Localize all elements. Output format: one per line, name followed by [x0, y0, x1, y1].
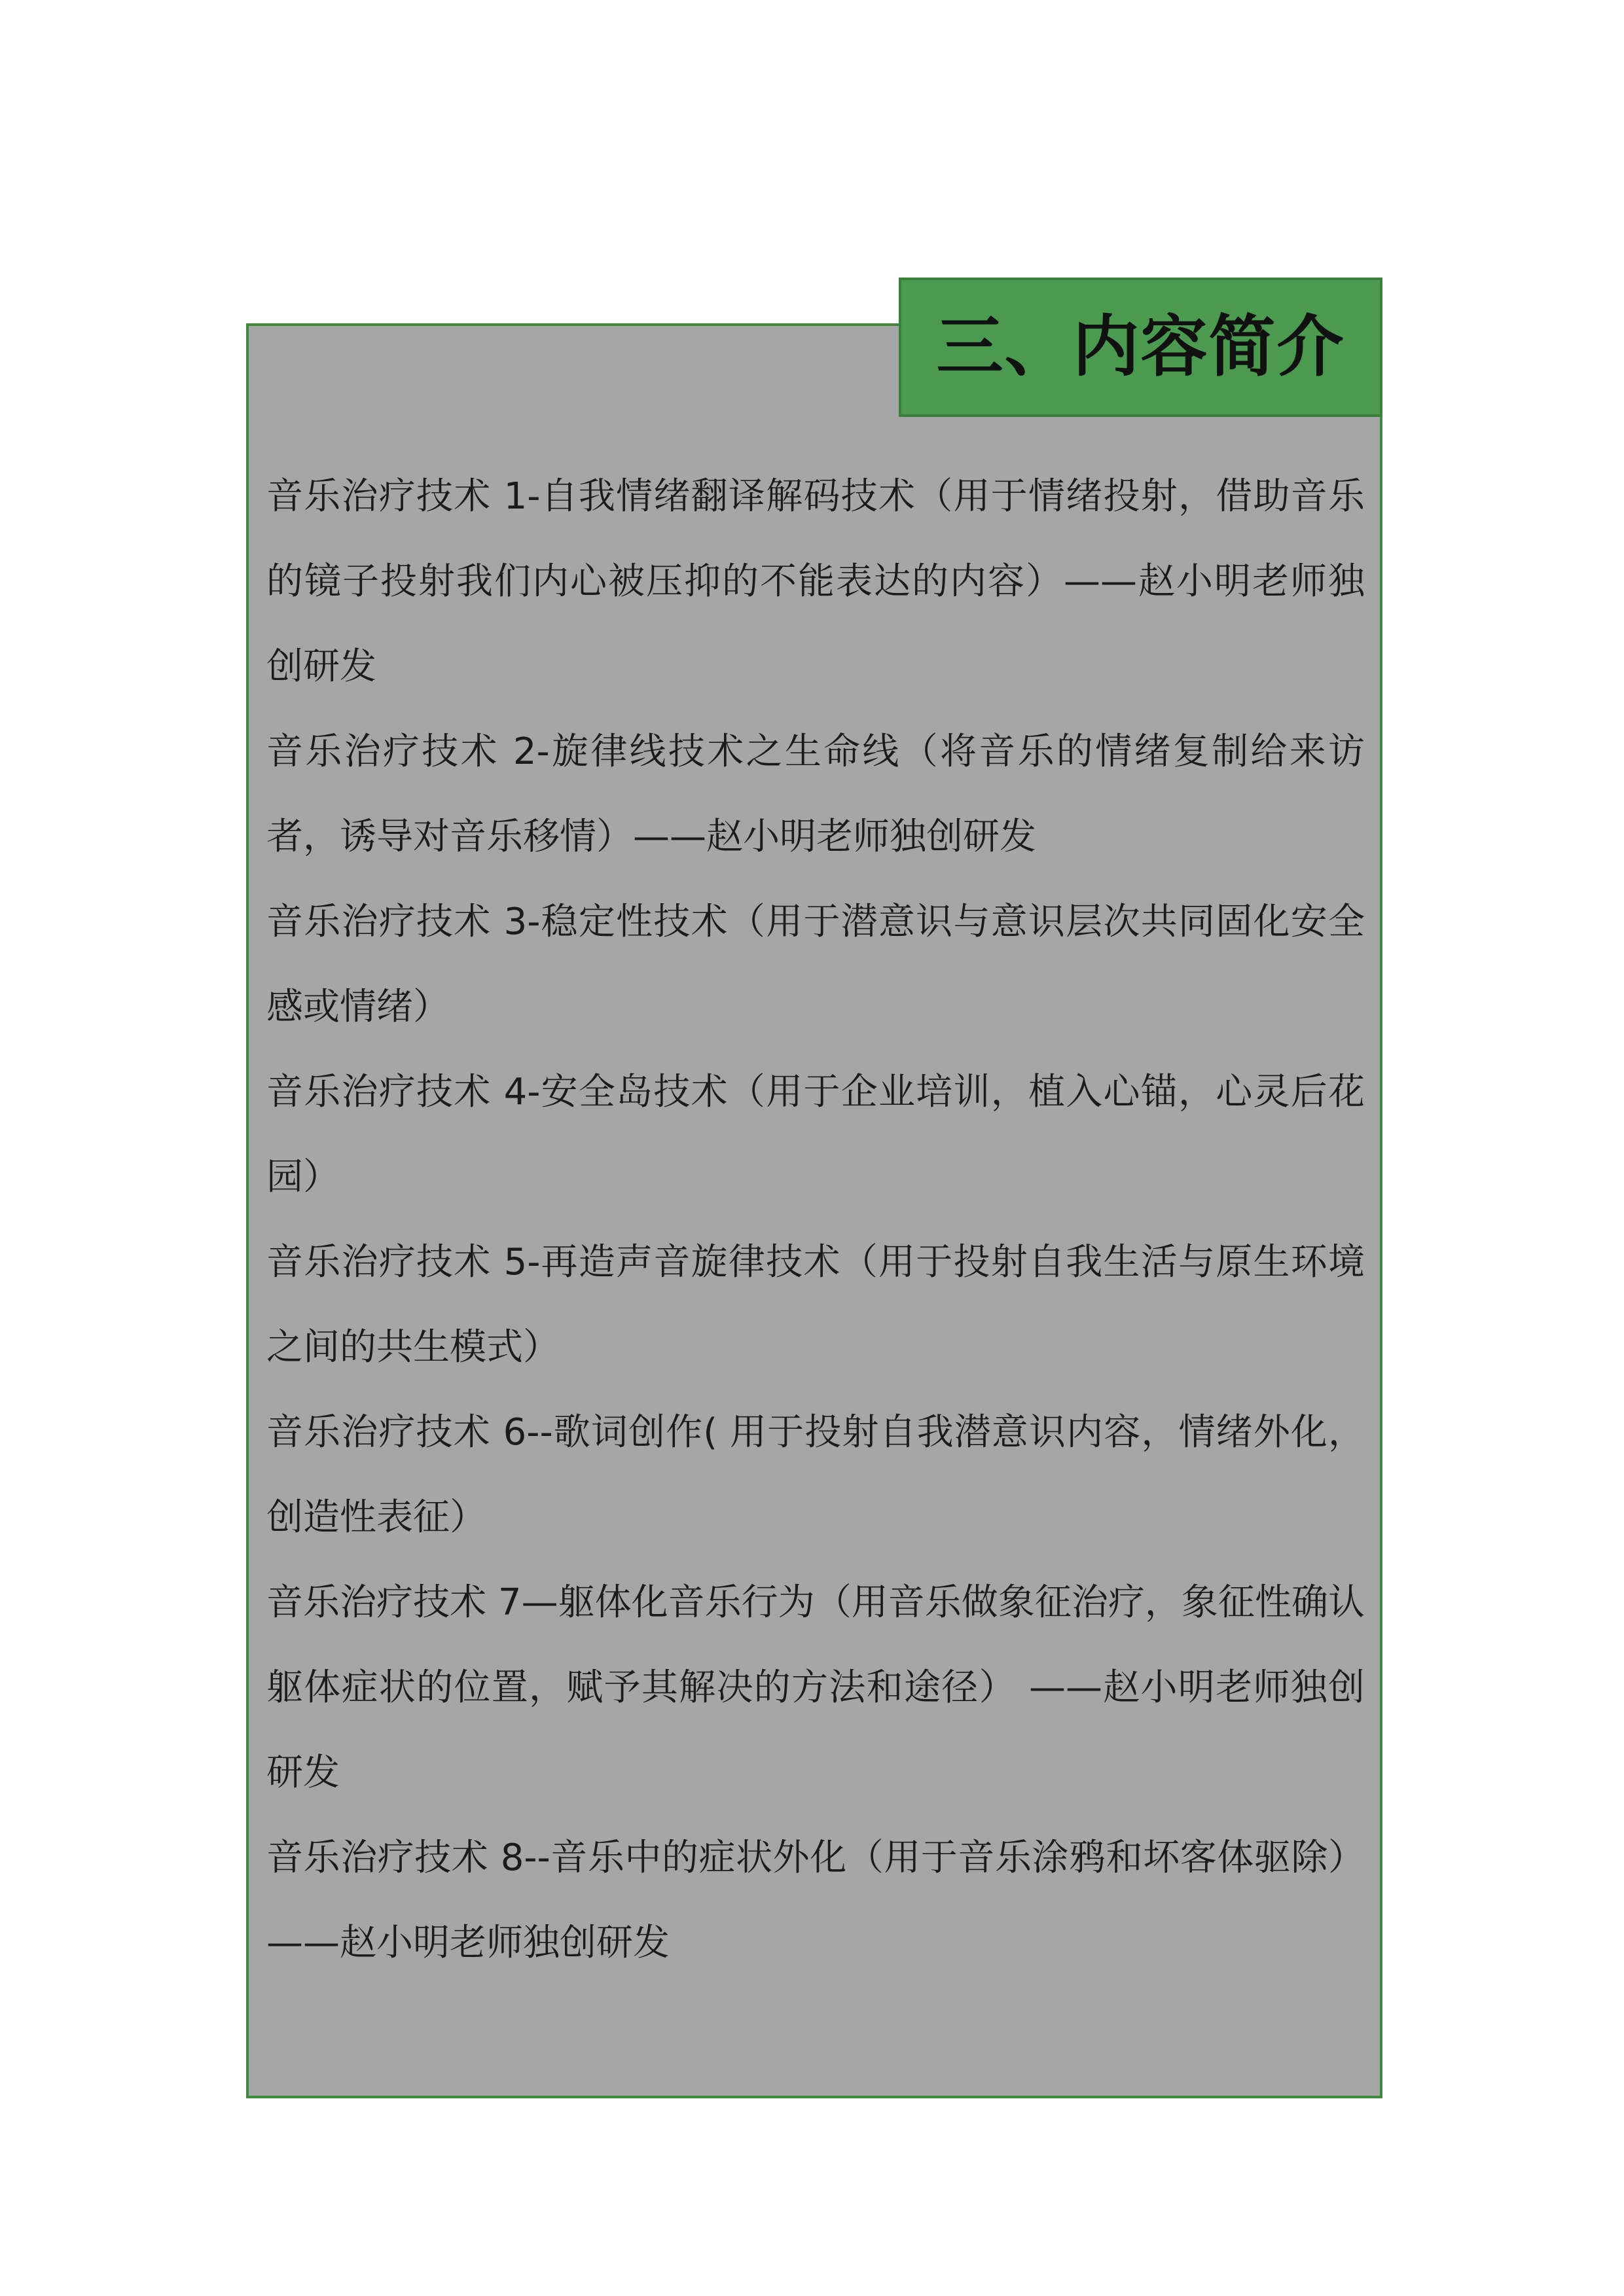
technique-paragraph-2: 音乐治疗技术 2-旋律线技术之生命线（将音乐的情绪复制给来访者，诱导对音乐移情）——赵小明老师独创研发 — [266, 730, 1365, 858]
technique-paragraph-3: 音乐治疗技术 3-稳定性技术（用于潜意识与意识层次共同固化安全感或情绪） — [266, 901, 1365, 1028]
section-title-box — [899, 278, 1382, 417]
section-title: 三、内容简介 — [936, 308, 1345, 386]
technique-paragraph-6: 音乐治疗技术 6--歌词创作( 用于投射自我潜意识内容，情绪外化，创造性表征） — [266, 1411, 1365, 1539]
technique-paragraph-8: 音乐治疗技术 8--音乐中的症状外化（用于音乐涂鸦和坏客体驱除）——赵小明老师独创研发 — [266, 1837, 1365, 1964]
content-body — [266, 454, 1365, 1986]
technique-paragraph-1: 音乐治疗技术 1-自我情绪翻译解码技术（用于情绪投射，借助音乐的镜子投射我们内心被压抑的不能表达的内容）——赵小明老师独创研发 — [266, 475, 1365, 688]
technique-paragraph-4: 音乐治疗技术 4-安全岛技术（用于企业培训，植入心锚，心灵后花园） — [266, 1071, 1365, 1198]
technique-paragraph-5: 音乐治疗技术 5-再造声音旋律技术（用于投射自我生活与原生环境之间的共生模式） — [266, 1241, 1365, 1369]
technique-paragraph-7: 音乐治疗技术 7—躯体化音乐行为（用音乐做象征治疗，象征性确认躯体症状的位置，赋予其解决的方法和途径） ——赵小明老师独创研发 — [266, 1581, 1365, 1794]
